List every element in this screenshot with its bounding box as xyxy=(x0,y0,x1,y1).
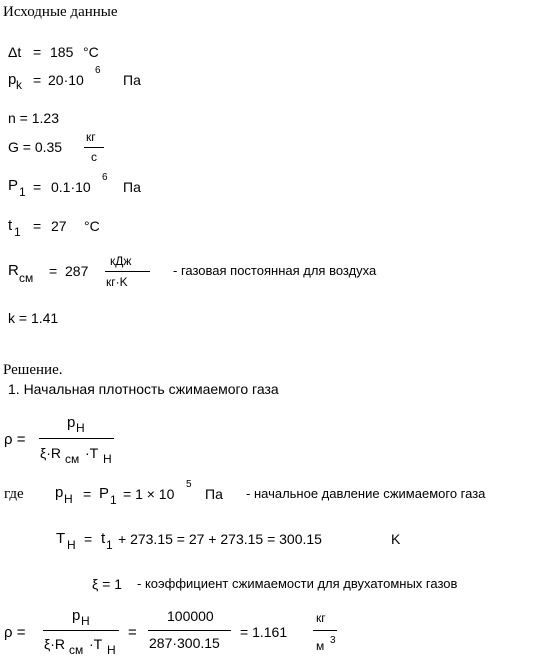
fraction-bar xyxy=(43,630,119,631)
given-k: k = 1.41 xyxy=(8,310,59,326)
fraction-bar xyxy=(148,630,231,631)
fraction-bar xyxy=(105,271,150,272)
step-1-title: 1. Начальная плотность сжимаемого газа xyxy=(8,381,279,397)
math-document: Исходные данные Δt = 185 °C p k = 20·10 6 Па n = 1.23 G = 0.35 кг с P 1 = 0.1·10 6 Па t 1 = 27 °C R см = 287 кДж кг·K - газовая постоянная для воздуха k = 1.41 Решение. 1. Начальная плотность сжимаемого газа ρ = p H ξ·R см ·T H где p H = P 1 = 1 × 10 5 Па - начальное давление сжимаемого газа T H = t 1 + 273.15 = 27 + 273.15 = 300.15 K ξ = 1 - коэффициент сжимаемости для двухатомных газов ρ = p H ξ·R см ·T H = 100000 287·300.15 = 1.161 кг м 3 xyxy=(3,4,486,657)
fraction-bar xyxy=(313,630,337,631)
fraction-bar xyxy=(84,147,104,148)
solution-heading: Решение. xyxy=(3,362,63,378)
given-n: n = 1.23 xyxy=(8,110,59,126)
input-data-heading: Исходные данные xyxy=(3,4,118,20)
fraction-bar xyxy=(39,438,114,439)
